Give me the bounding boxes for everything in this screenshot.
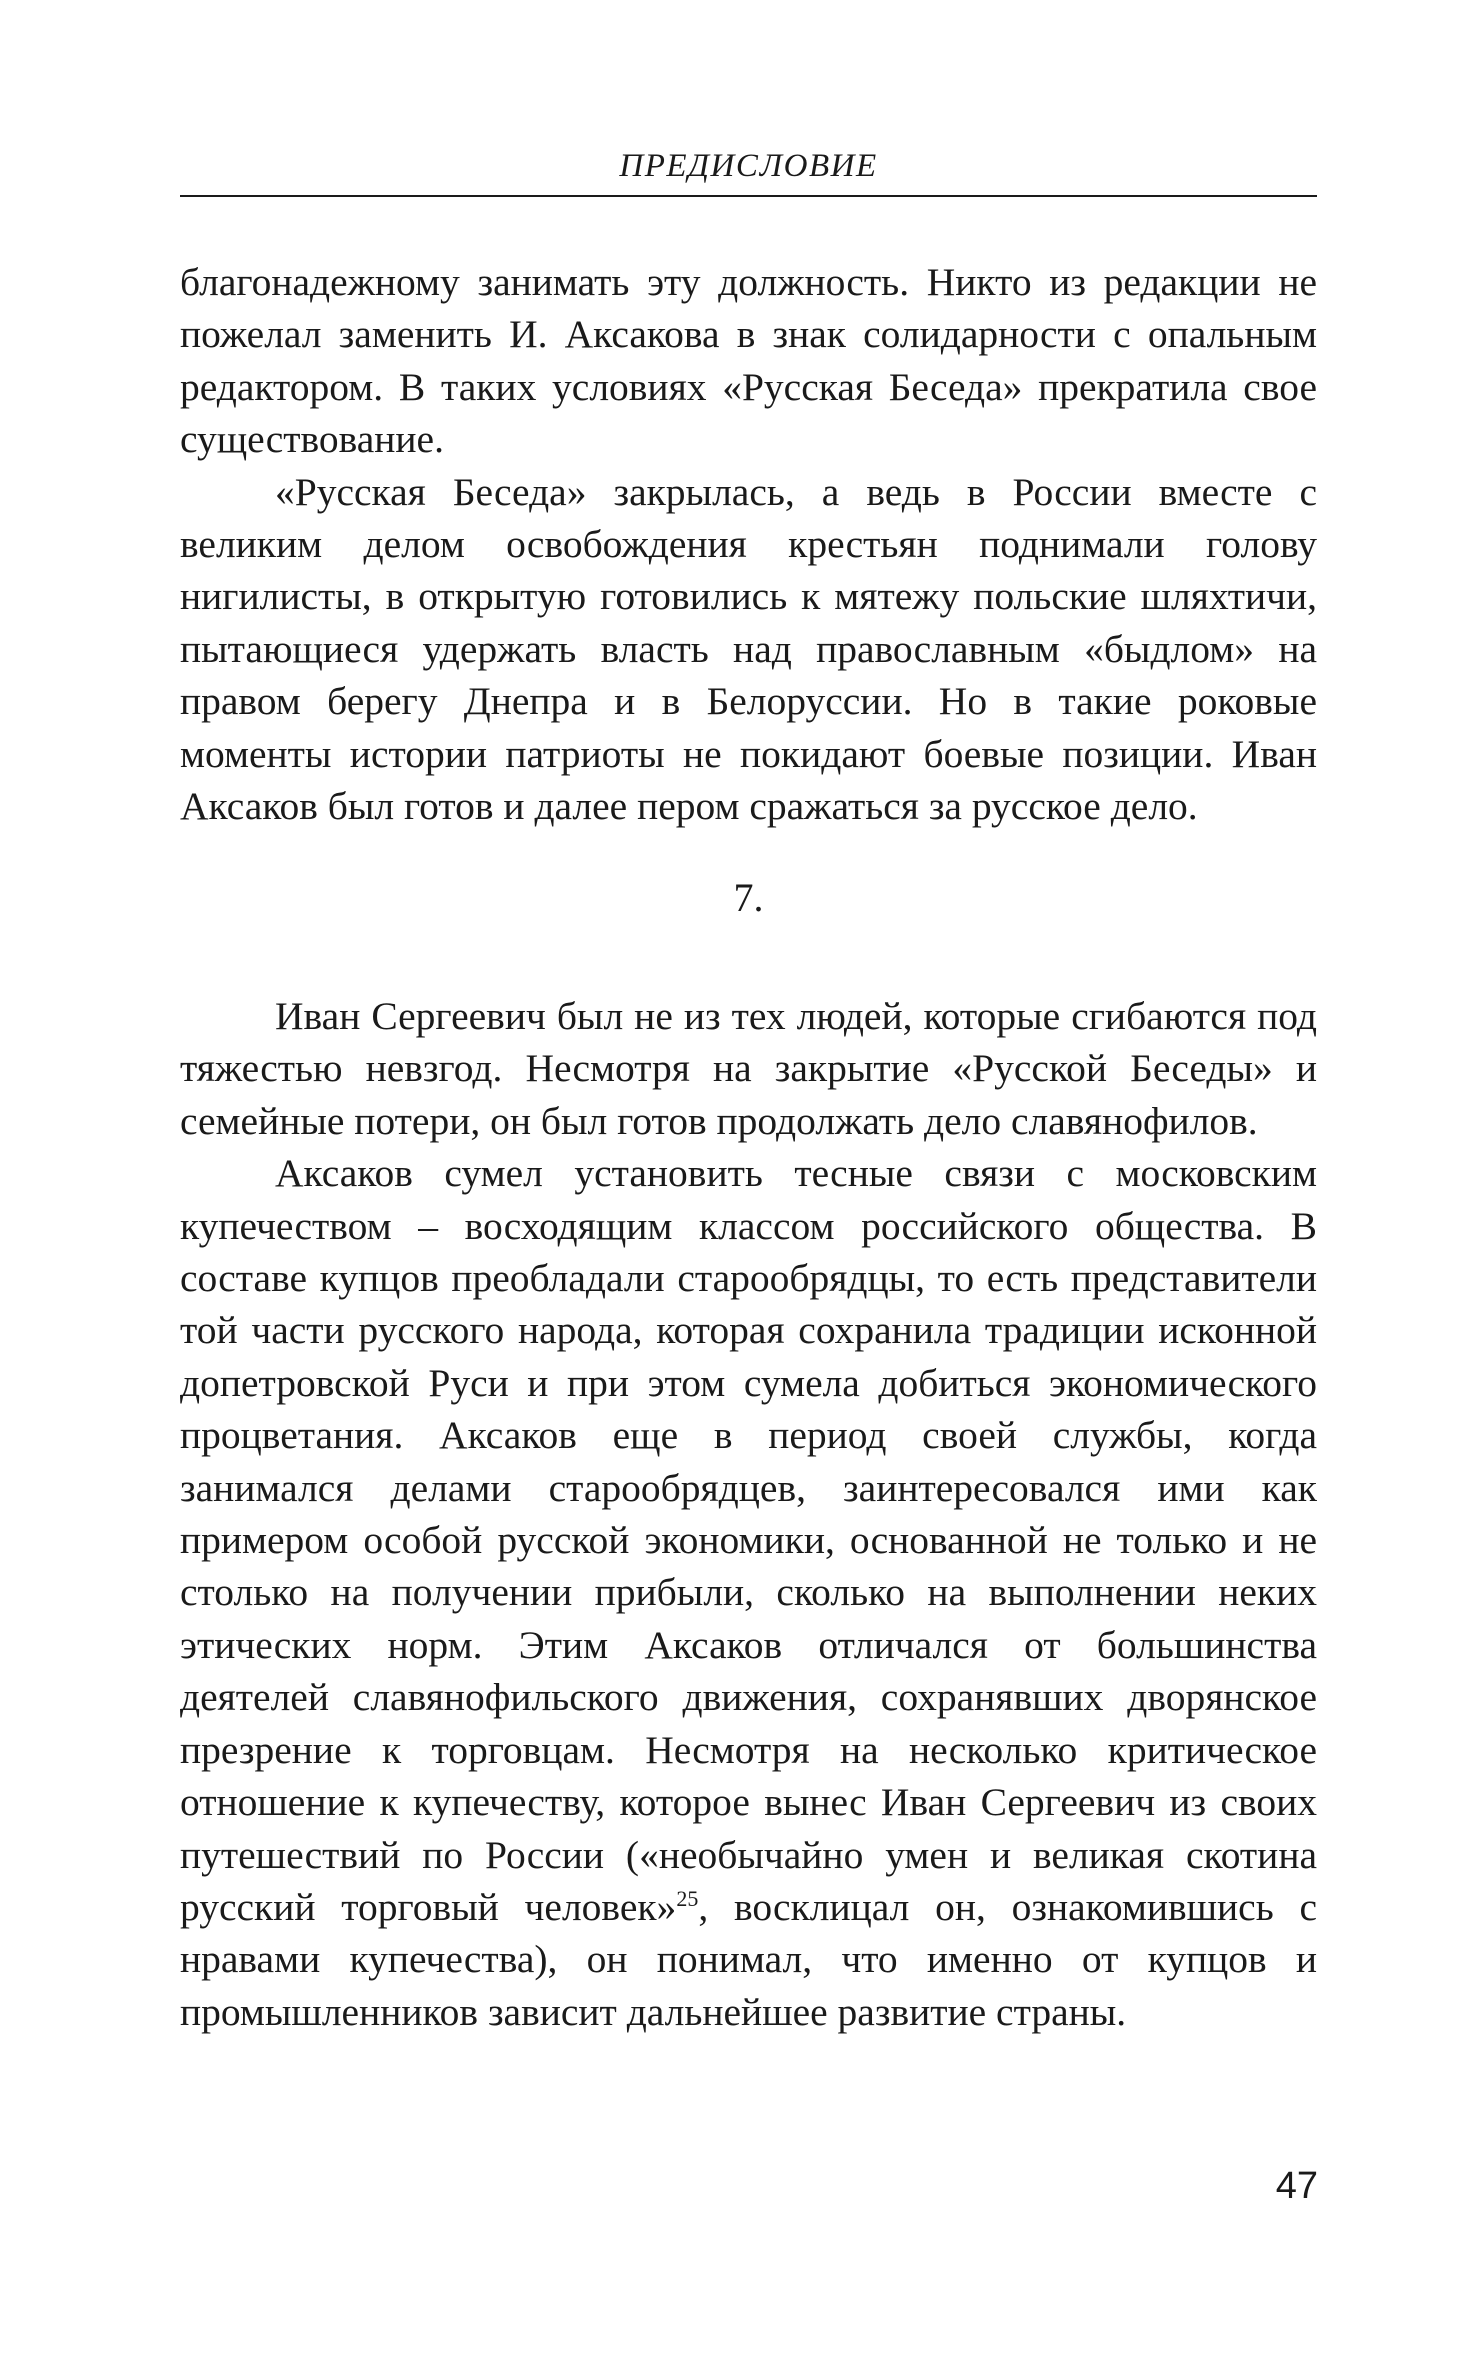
text-block-before-section [180,256,1317,832]
running-header: ПРЕДИСЛОВИЕ [619,148,878,184]
page-number: 47 [1275,2165,1318,2207]
paragraph: «Русская Беседа» закрылась, а ведь в России вместе с великим делом освобождения крестьян поднимали голову нигилисты, в открытую готовились к мятежу польские шляхтичи, пытающиеся удержать власть над православным «быдлом» на правом берегу Днепра и в Белоруссии. Но в такие роковые моменты истории патриоты не покидают боевые позиции. Иван Аксаков был готов и далее пером сражаться за русское дело. [180,469,1317,829]
paragraph-text-before-footnote: Аксаков сумел установить тесные связи с московским купечеством – восходящим классом российского общества. В составе купцов преобладали старообрядцы, то есть представители той части русского народа, которая сохранила традиции исконной допетровской Руси и при этом сумела добиться экономического процветания. Аксаков еще в период своей службы, когда занимался делами старообрядцев, заинтересовался ими как примером особой русской экономики, основанной не только и не столько на получении прибыли, сколько на выполнении неких этических норм. Этим Аксаков отличался от большинства деятелей славянофильского движения, сохранявших дворянское презрение к торговцам. Несмотря на несколько критическое отношение к купечеству, которое вынес Иван Сергеевич из своих путешествий по России («необычайно умен и великая скотина русский торговый человек» [180,1151,1317,1929]
header-rule [180,195,1317,197]
section-number: 7. [733,875,764,920]
paragraph-text-after-footnote: , восклицал он, ознакомившись с нравами купечества), он понимал, что именно от купцов и промышленников зависит дальнейшее развитие страны. [180,1884,1317,2034]
paragraph-continued: благонадежному занимать эту должность. Никто из редакции не пожелал заменить И. Аксакова в знак солидарности с опальным редактором. В таких условиях «Русская Беседа» прекратила свое существование. [180,260,1317,462]
footnote-reference[interactable]: 25 [676,1885,699,1911]
text-block-after-section [180,990,1317,2038]
paragraph-with-footnote [180,1147,1317,2038]
paragraph: Иван Сергеевич был не из тех людей, которые сгибаются под тяжестью невзгод. Несмотря на закрытие «Русской Беседы» и семейные потери, он был готов продолжать дело славянофилов. [180,994,1317,1143]
